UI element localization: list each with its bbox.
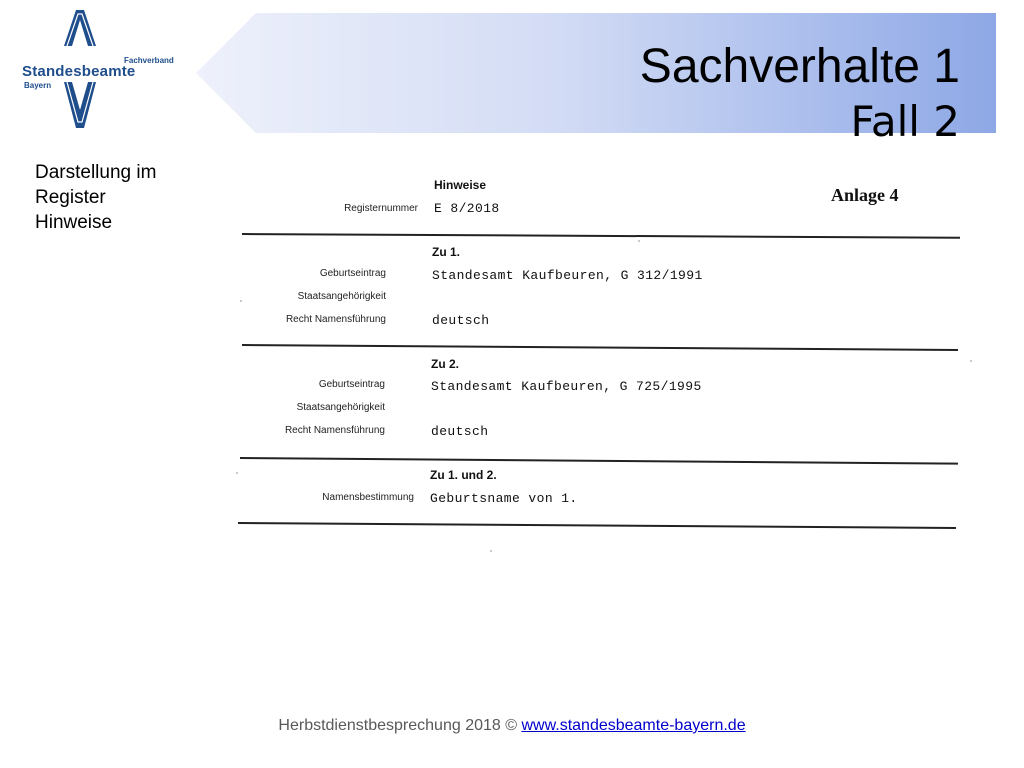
logo-top-text: Fachverband [124,56,174,65]
form-heading: Hinweise [434,178,487,192]
scan-speck [240,300,242,302]
form-row-value: deutsch [431,424,489,439]
logo-bottom-text: Bayern [24,81,52,90]
page-subtitle: Fall 2 [850,97,960,146]
register-number-value: E 8/2018 [434,201,500,216]
section-title: Zu 1. [432,245,461,259]
form-row-label: Staatsangehörigkeit [296,402,385,413]
divider-line [242,344,958,351]
footer [0,717,1024,735]
form-row-label: Recht Namensführung [284,425,385,436]
side-label-line: Hinweise [35,212,113,233]
scan-speck [490,550,492,552]
footer-text: Herbstdienstbesprechung 2018 © [278,717,522,734]
section-title: Zu 2. [431,357,460,371]
register-number-label: Registernummer [344,203,418,214]
divider-line [240,457,958,465]
scan-speck [638,240,640,242]
website-link[interactable]: www.standesbeamte-bayern.de [521,717,746,734]
divider-line [242,233,960,239]
scan-speck [970,360,972,362]
form-row-label: Geburtseintrag [318,379,385,390]
section-title: Zu 1. und 2. [430,468,497,482]
page-title: Sachverhalte 1 [639,40,960,93]
scan-speck [236,472,238,474]
side-label-line: Darstellung im [35,162,157,183]
logo-main-text: Standesbeamte [22,63,136,80]
form-row-label: Recht Namensführung [285,314,386,325]
form-row-value: Standesamt Kaufbeuren, G 725/1995 [431,379,702,394]
form-row-label: Staatsangehörigkeit [297,291,386,302]
form-row-label: Geburtseintrag [319,268,386,279]
scanned-register-form [230,160,970,540]
side-label [35,160,195,235]
form-row-value: Geburtsname von 1. [430,491,578,506]
form-row-value: Standesamt Kaufbeuren, G 312/1991 [432,268,703,283]
form-row-label: Namensbestimmung [322,492,414,503]
form-row-value: deutsch [432,313,490,328]
divider-line [238,522,956,529]
anlage-label: Anlage 4 [831,185,899,205]
title-banner [196,13,996,146]
side-label-line: Register [35,187,106,208]
logo [20,6,174,132]
